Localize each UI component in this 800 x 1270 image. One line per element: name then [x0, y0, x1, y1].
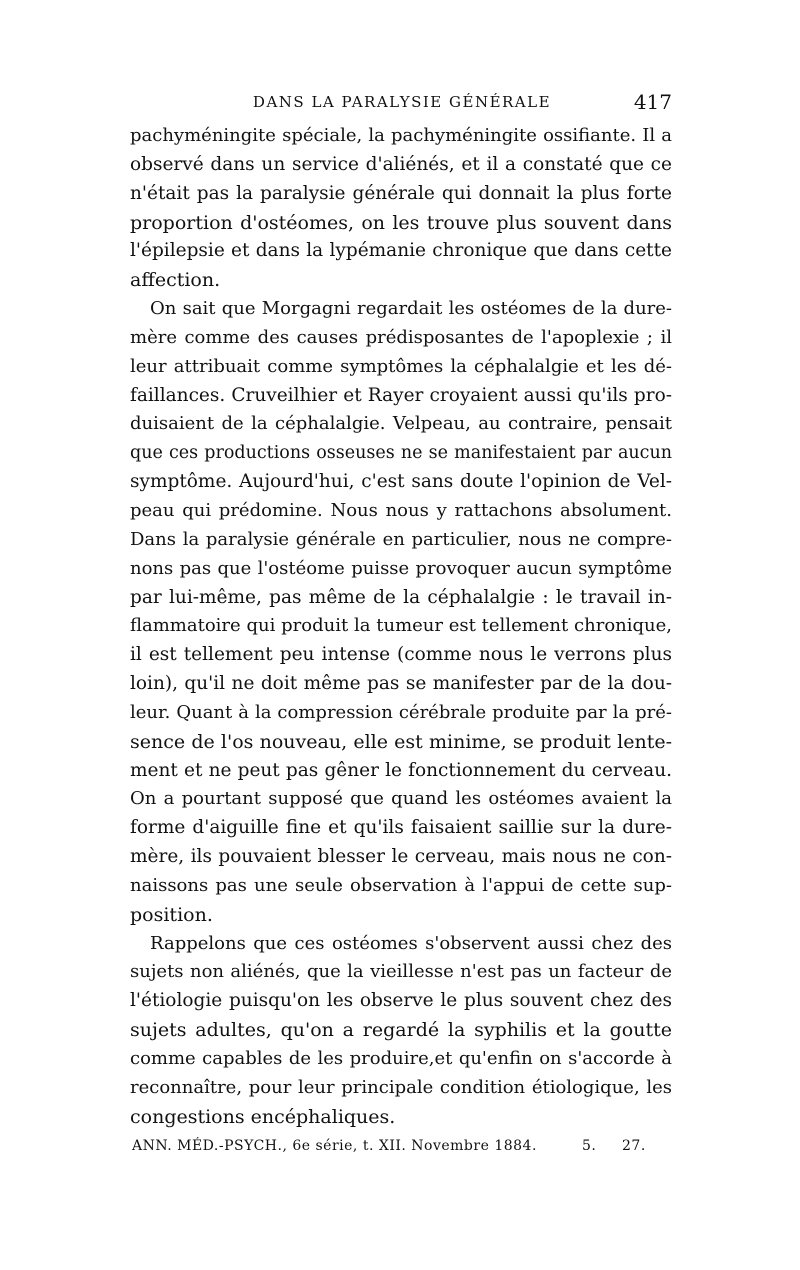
text-line: On a pourtant supposé que quand les ostéomes avaient la	[130, 788, 672, 810]
text-line: peau qui prédomine. Nous nous y rattachons absolument.	[130, 499, 672, 521]
text-line: mère, ils pouvaient blesser le cerveau, mais nous ne con-	[130, 846, 672, 868]
text-line: sence de l'os nouveau, elle est minime, se produit lente-	[130, 730, 672, 753]
text-line: ment et ne peut pas gêner le fonctionnement du cerveau.	[130, 759, 672, 781]
text-line: leur attribuait comme symptômes la céphalalgie et les dé-	[130, 355, 672, 377]
text-line: Rappelons que ces ostéomes s'observent aussi chez des	[150, 932, 672, 954]
text-line: position.	[130, 903, 213, 926]
text-line: affection.	[130, 269, 221, 292]
text-line: nons pas que l'ostéome puisse provoquer aucun symptôme	[130, 557, 672, 579]
text-line: faillances. Cruveilhier et Rayer croyaient aussi qu'ils pro-	[130, 384, 672, 406]
text-line: n'était pas la paralysie générale qui donnait la plus forte	[130, 182, 672, 204]
footer-signature-mark: 5.	[582, 1138, 597, 1154]
text-line: duisaient de la céphalalgie. Velpeau, au contraire, pensait	[130, 413, 672, 435]
text-line: congestions encéphaliques.	[130, 1105, 396, 1128]
text-line: l'épilepsie et dans la lypémanie chronique que dans cette	[130, 240, 672, 262]
text-line: sujets adultes, qu'on a regardé la syphilis et la goutte	[130, 1019, 672, 1042]
text-line: que ces productions osseuses ne se manifestaient par aucun	[130, 443, 672, 464]
text-line: symptôme. Aujourd'hui, c'est sans doute l'opinion de Vel-	[130, 471, 672, 493]
running-title: DANS LA PARALYSIE GÉNÉRALE	[252, 93, 552, 111]
text-line: par lui-même, pas même de la céphalalgie : le travail in-	[130, 586, 672, 608]
text-line: observé dans un service d'aliénés, et il a constaté que ce	[130, 153, 672, 175]
text-line: l'étiologie puisqu'on les observe le plus souvent chez des	[130, 990, 672, 1012]
text-line: flammatoire qui produit la tumeur est tellement chronique,	[130, 615, 672, 637]
footer-journal-reference: ANN. MÉD.-PSYCH., 6e série, t. XII. Novembre 1884.	[132, 1138, 537, 1154]
text-line: leur. Quant à la compression cérébrale produite par la pré-	[130, 701, 672, 723]
text-line: On sait que Morgagni regardait les ostéomes de la dure-	[150, 298, 672, 320]
text-line: sujets non aliénés, que la vieillesse n'est pas un facteur de	[130, 961, 672, 983]
running-head	[132, 90, 672, 116]
text-line: il est tellement peu intense (comme nous le verrons plus	[130, 644, 672, 666]
page-number: 417	[633, 90, 672, 114]
text-line: Dans la paralysie générale en particulier, nous ne compre-	[130, 528, 672, 550]
text-line: pachyméningite spéciale, la pachyméningite ossifiante. Il a	[130, 125, 672, 146]
text-line: comme capables de les produire,et qu'enfin on s'accorde à	[130, 1048, 672, 1069]
text-line: mère comme des causes prédisposantes de l'apoplexie ; il	[130, 326, 672, 348]
text-line: loin), qu'il ne doit même pas se manifester par de la dou-	[130, 673, 672, 695]
text-line: proportion d'ostéomes, on les trouve plus souvent dans	[130, 211, 672, 234]
text-line: naissons pas une seule observation à l'appui de cette sup-	[130, 874, 672, 896]
text-line: reconnaître, pour leur principale condition étiologique, les	[130, 1076, 672, 1098]
footer-leaf-number: 27.	[622, 1138, 646, 1154]
page-footer	[132, 1138, 652, 1162]
body-text	[130, 122, 672, 1132]
text-line: forme d'aiguille fine et qu'ils faisaient saillie sur la dure-	[130, 817, 672, 839]
